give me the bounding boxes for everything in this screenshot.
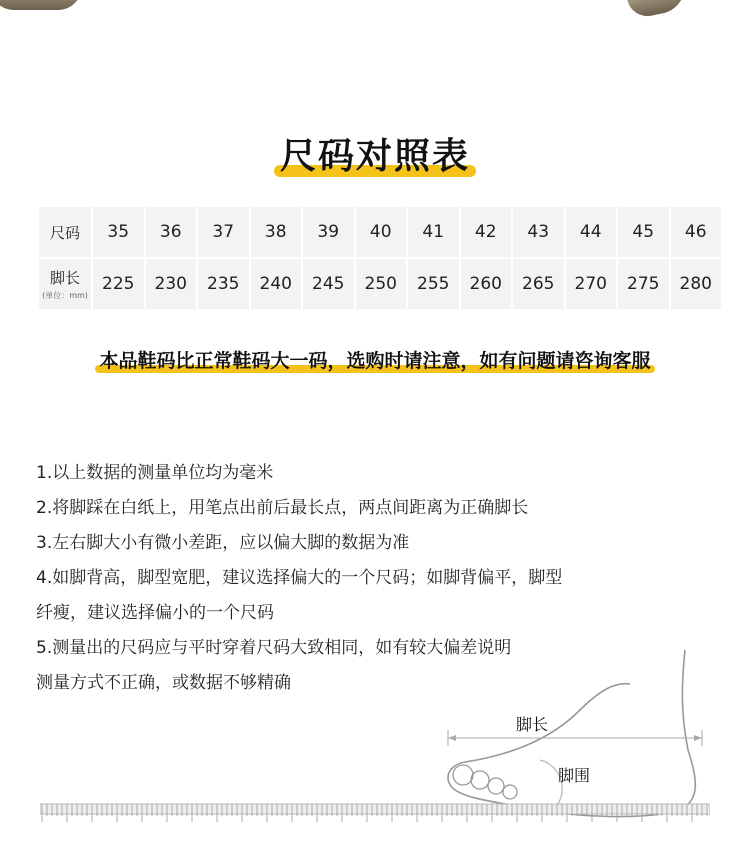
ruler-body	[40, 804, 710, 814]
length-cell: 245	[303, 259, 354, 309]
length-row	[39, 259, 721, 309]
page-title-text: 尺码对照表	[279, 136, 470, 177]
foot-girth-label: 脚围	[558, 766, 591, 785]
size-notice	[95, 346, 654, 373]
length-cell: 280	[671, 259, 722, 309]
note-line: 测量方式不正确，或数据不够精确	[36, 673, 291, 693]
measuring-ruler	[40, 800, 710, 824]
product-shoe-right-image	[626, 0, 691, 20]
size-cell: 41	[408, 207, 459, 257]
product-shoe-left-image	[0, 0, 82, 10]
size-cell: 36	[146, 207, 197, 257]
size-cell: 40	[356, 207, 407, 257]
title-section	[0, 128, 750, 179]
length-cell: 240	[251, 259, 302, 309]
size-cell: 35	[93, 207, 144, 257]
note-line: 纤瘦，建议选择偏小的一个尺码	[36, 603, 274, 623]
arrow-head-left	[448, 735, 456, 741]
toe-outline	[471, 771, 489, 789]
note-line: 1.以上数据的测量单位均为毫米	[36, 463, 274, 483]
length-row-header	[39, 259, 91, 309]
toe-outline	[488, 778, 504, 794]
size-cell: 37	[198, 207, 249, 257]
length-unit-label: (单位：mm)	[42, 291, 88, 300]
length-cell: 270	[566, 259, 617, 309]
note-line: 4.如脚背高，脚型宽肥，建议选择偏大的一个尺码；如脚背偏平，脚型	[36, 568, 563, 588]
size-cell: 38	[251, 207, 302, 257]
arrow-head-right	[694, 735, 702, 741]
page-title	[274, 128, 476, 179]
notice-text: 本品鞋码比正常鞋码大一码，选购时请注意，如有问题请咨询客服	[99, 350, 651, 372]
size-chart-table	[37, 205, 723, 311]
note-line: 5.测量出的尺码应与平时穿着尺码大致相同，如有较大偏差说明	[36, 638, 512, 658]
note-line: 2.将脚踩在白纸上，用笔点出前后最长点，两点间距离为正确脚长	[36, 498, 529, 518]
foot-length-label: 脚长	[516, 715, 549, 734]
length-cell: 265	[513, 259, 564, 309]
notice-section	[0, 346, 750, 373]
length-cell: 235	[198, 259, 249, 309]
length-cell: 275	[618, 259, 669, 309]
length-cell: 260	[461, 259, 512, 309]
note-line: 3.左右脚大小有微小差距，应以偏大脚的数据为准	[36, 533, 410, 553]
size-cell: 44	[566, 207, 617, 257]
length-cell: 250	[356, 259, 407, 309]
length-cell: 255	[408, 259, 459, 309]
size-cell: 43	[513, 207, 564, 257]
size-cell: 39	[303, 207, 354, 257]
size-cell: 46	[671, 207, 722, 257]
size-row	[39, 207, 721, 257]
length-cell: 230	[146, 259, 197, 309]
toe-outline	[503, 785, 517, 799]
size-cell: 42	[461, 207, 512, 257]
foot-outline	[448, 650, 695, 817]
length-cell: 225	[93, 259, 144, 309]
toe-outline	[453, 765, 473, 785]
length-row-label: 脚长	[49, 269, 80, 287]
size-cell: 45	[618, 207, 669, 257]
size-row-header: 尺码	[39, 207, 91, 257]
